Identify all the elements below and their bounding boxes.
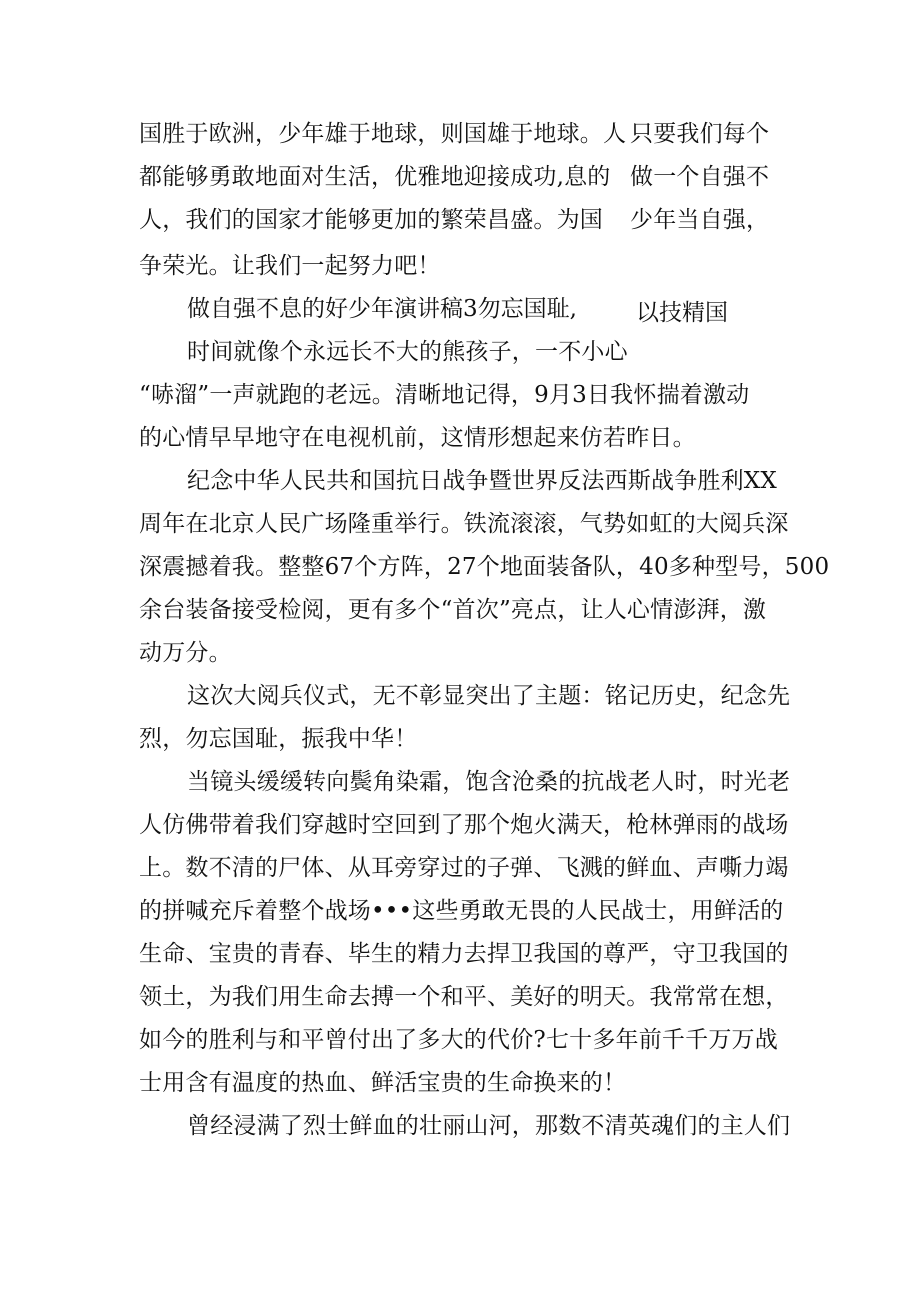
top-left-line-2: 都能够勇敢地面对生活，优雅地迎接成功,息的 [139, 164, 611, 190]
paragraph-4-line-5: 生命、宝贵的青春、毕生的精力去捍卫我国的尊严，守卫我国的 [139, 941, 789, 967]
paragraph-3-line-1: 这次大阅兵仪式，无不彰显突出了主题：铭记历史，纪念先 [187, 683, 791, 709]
top-left-line-4: 争荣光。让我们一起努力吧！ [139, 253, 441, 279]
paragraph-1-line-1: 时间就像个永远长不大的熊孩子，一不小心 [187, 339, 628, 365]
section-heading-right: 以技精国 [636, 300, 728, 326]
top-right-line-1: 只要我们每个 [630, 121, 770, 147]
paragraph-4-line-8: 士用含有温度的热血、鲜活宝贵的生命换来的！ [139, 1070, 627, 1096]
paragraph-3-line-2: 烈，勿忘国耻，振我中华！ [139, 726, 418, 752]
paragraph-4-line-3: 上。数不清的尸体、从耳旁穿过的子弹、飞溅的鲜血、声嘶力竭 [139, 855, 789, 881]
paragraph-4-line-6: 领土，为我们用生命去搏一个和平、美好的明天。我常常在想， [139, 984, 789, 1010]
paragraph-1-line-2: “哧溜”一声就跑的老远。清晰地记得，9月3日我怀揣着激动 [139, 382, 750, 408]
paragraph-2-line-4: 余台装备接受检阅，更有多个“首次”亮点，让人心情澎湃，激 [139, 597, 767, 623]
paragraph-5-line-1: 曾经浸满了烈士鲜血的壮丽山河，那数不清英魂们的主人们 [187, 1113, 791, 1139]
paragraph-4-line-4: 的拼喊充斥着整个战场•••这些勇敢无畏的人民战士，用鲜活的 [139, 898, 784, 924]
paragraph-4-line-2: 人仿佛带着我们穿越时空回到了那个炮火满天，枪林弹雨的战场 [139, 812, 789, 838]
top-left-line-3: 人，我们的国家才能够更加的繁荣昌盛。为国 [139, 207, 603, 233]
paragraph-1-line-3: 的心情早早地守在电视机前，这情形想起来仿若昨日。 [139, 425, 696, 451]
paragraph-2-line-5: 动万分。 [139, 640, 232, 666]
paragraph-4-line-7: 如今的胜利与和平曾付出了多大的代价?七十多年前千千万万战 [139, 1027, 778, 1053]
section-heading-left: 做自强不息的好少年演讲稿3勿忘国耻, [187, 296, 577, 322]
paragraph-4-line-1: 当镜头缓缓转向鬓角染霜，饱含沧桑的抗战老人时，时光老 [187, 769, 791, 795]
paragraph-2-line-2: 周年在北京人民广场隆重举行。铁流滚滚，气势如虹的大阅兵深 [139, 511, 789, 537]
paragraph-2-line-3: 深震撼着我。整整67个方阵，27个地面装备队，40多种型号，500 [139, 554, 830, 580]
top-left-line-1: 国胜于欧洲，少年雄于地球，则国雄于地球。人 [139, 121, 627, 147]
top-right-line-3: 少年当自强， [630, 207, 770, 233]
paragraph-2-line-1: 纪念中华人民共和国抗日战争暨世界反法西斯战争胜利XX [187, 468, 777, 494]
top-right-line-2: 做一个自强不 [630, 164, 770, 190]
